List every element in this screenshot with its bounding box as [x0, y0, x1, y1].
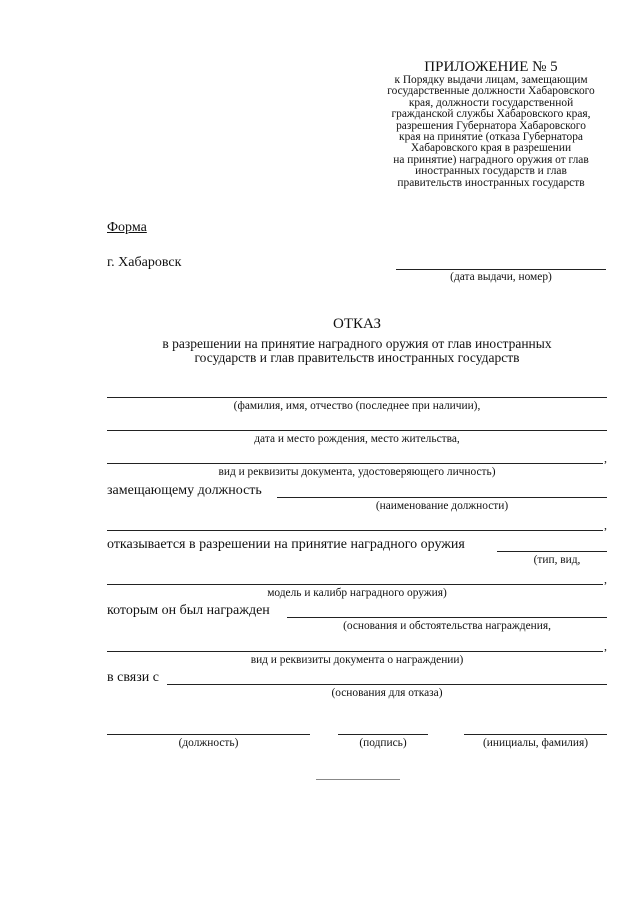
comma: , — [604, 639, 607, 653]
awarded-label: которым он был награжден — [107, 603, 270, 618]
appendix-line: края, должности государственной — [408, 96, 574, 109]
weapon-type-caption: (тип, вид, — [533, 554, 581, 566]
document-subtitle — [107, 337, 607, 365]
award-document-line[interactable] — [107, 651, 603, 652]
refused-label: отказывается в разрешении на принятие наградного оружия — [107, 537, 465, 552]
id-document-caption: вид и реквизиты документа, удостоверяющего личность) — [218, 466, 496, 478]
weapon-model-line[interactable] — [107, 584, 603, 585]
appendix-line: Хабаровского края в разрешении — [410, 142, 572, 155]
appendix-title: ПРИЛОЖЕНИЕ № 5 — [424, 59, 558, 75]
weapon-model-caption: модель и калибр наградного оружия) — [267, 587, 447, 599]
position-label: замещающему должность — [107, 483, 262, 498]
appendix-line: гражданской службы Хабаровского края, — [391, 108, 591, 121]
signer-name-line[interactable] — [464, 734, 607, 735]
document-subtitle-line: в разрешении на принятие наградного оружия от глав иностранных — [162, 336, 552, 351]
appendix-line: правительств иностранных государств — [397, 176, 585, 189]
birth-residence-line[interactable] — [107, 430, 607, 431]
position-line[interactable] — [277, 497, 607, 498]
reason-label: в связи с — [107, 670, 159, 685]
signature-line[interactable] — [338, 734, 428, 735]
reason-caption: (основания для отказа) — [331, 687, 443, 699]
weapon-type-line[interactable] — [497, 551, 607, 552]
appendix-line: иностранных государств и глав — [415, 165, 567, 178]
fio-line[interactable] — [107, 397, 607, 398]
position-caption: (наименование должности) — [375, 500, 509, 512]
appendix-line: на принятие) наградного оружия от глав — [393, 153, 589, 166]
appendix-line: разрешения Губернатора Хабаровского — [396, 119, 586, 132]
comma: , — [604, 451, 607, 465]
document-title: ОТКАЗ — [333, 316, 381, 332]
signer-position-line[interactable] — [107, 734, 310, 735]
signer-name-caption: (инициалы, фамилия) — [482, 737, 588, 749]
award-document-caption: вид и реквизиты документа о награждении) — [250, 654, 464, 666]
document-subtitle-line: государств и глав правительств иностранных государств — [194, 350, 520, 365]
reason-line[interactable] — [167, 684, 607, 685]
city-label: г. Хабаровск — [107, 255, 182, 270]
award-basis-line[interactable] — [287, 617, 607, 618]
date-number-caption: (дата выдачи, номер) — [450, 271, 552, 283]
id-document-line[interactable] — [107, 463, 603, 464]
comma: , — [604, 572, 607, 586]
appendix-line: к Порядку выдачи лицам, замещающим — [394, 74, 588, 86]
appendix-line: государственные должности Хабаровского — [387, 85, 595, 98]
fio-caption: (фамилия, имя, отчество (последнее при наличии), — [233, 400, 481, 412]
signature-caption: (подпись) — [359, 737, 407, 749]
date-number-line[interactable] — [396, 269, 606, 270]
appendix-line: края на принятие (отказа Губернатора — [399, 131, 583, 144]
birth-residence-caption: дата и место рождения, место жительства, — [254, 433, 460, 445]
award-basis-caption: (основания и обстоятельства награждения, — [343, 620, 551, 632]
form-label: Форма — [107, 220, 147, 235]
appendix-description — [366, 75, 616, 189]
closing-separator — [316, 779, 400, 780]
signer-position-caption: (должность) — [178, 737, 239, 749]
comma: , — [604, 518, 607, 532]
position-continued-line[interactable] — [107, 530, 603, 531]
